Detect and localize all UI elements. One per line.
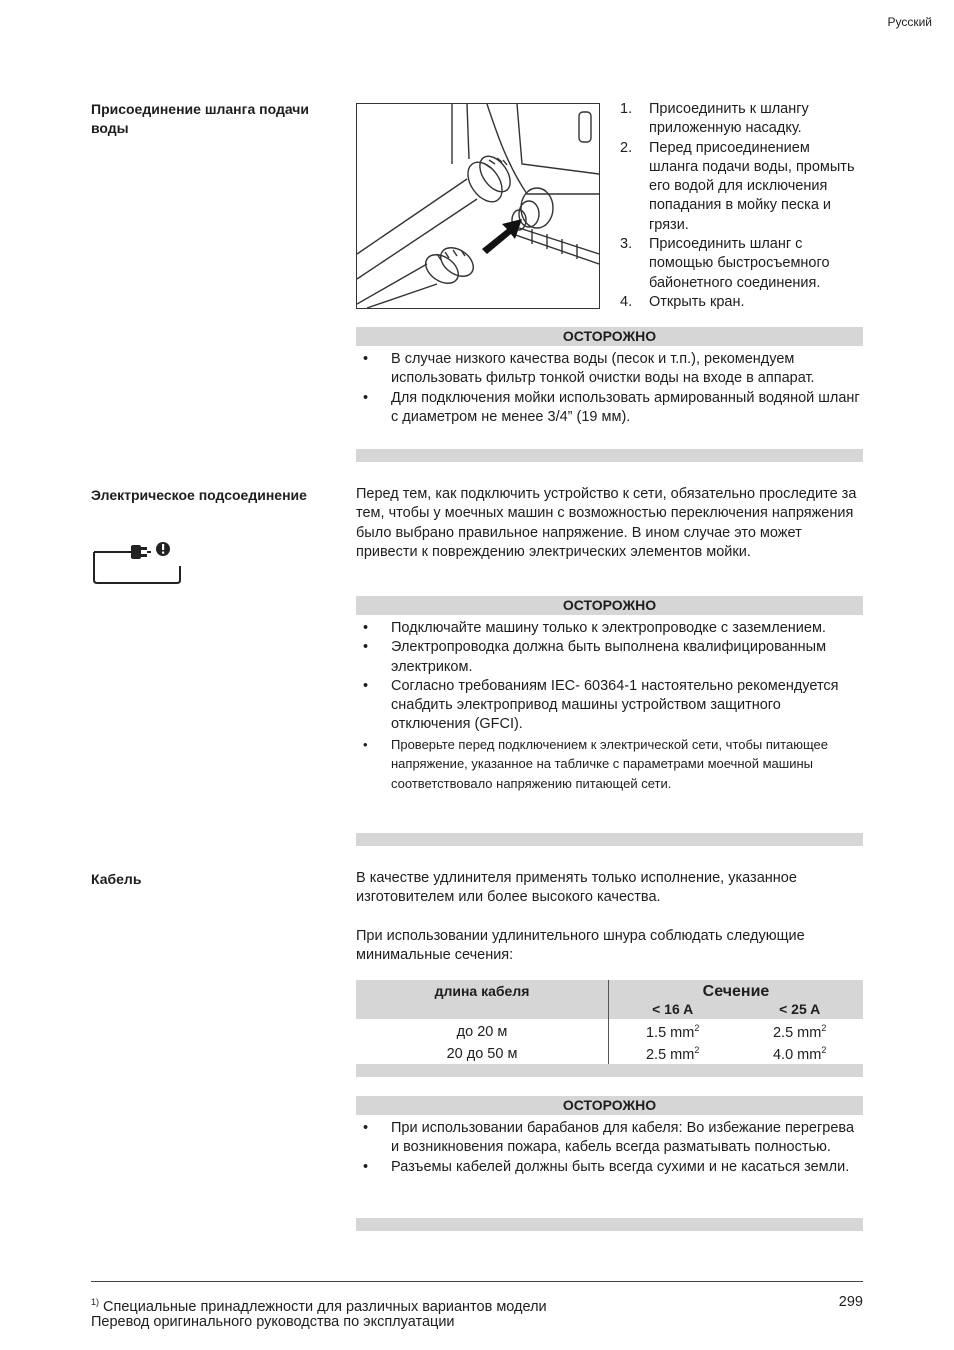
warning-item: • Проверьте перед подключением к электрической сети, чтобы питающее напряжение, указанное на табличке с параметрами моечной машины соответствовало напряжению питающей сети. (356, 735, 863, 793)
warning-footer-bar (356, 1218, 863, 1231)
page-number: 299 (838, 1294, 863, 1310)
table-header-section: Сечение (609, 980, 864, 1000)
table-header-length: длина кабеля (356, 980, 609, 1019)
warning-footer-bar (356, 833, 863, 846)
step-item: 2. Перед присоединением шланга подачи воды, промыть его водой для исключения попадания в мойку песка и грязи. (620, 139, 855, 233)
footer-divider (91, 1281, 863, 1282)
footnote: $^{1)}$ Специальные принадлежности для различных вариантов модели (91, 1297, 547, 1315)
warning-footer-bar (356, 449, 863, 462)
warning-item: • Разъемы кабелей должны быть всегда сухими и не касаться земли. (356, 1158, 863, 1177)
warning-item: • Согласно требованиям IEC- 60364-1 настоятельно рекомендуется снабдить электропривод машины устройством защитного отключения (GFCI). (356, 677, 863, 735)
warning-header: ОСТОРОЖНО (356, 327, 863, 346)
warning-item: • При использовании барабанов для кабеля: Во избежание перегрева и возникновения пожара, кабель всегда разматывать полностью. (356, 1119, 863, 1158)
language-label: Русский (887, 15, 932, 29)
table-footer-bar (356, 1064, 863, 1077)
cable-warning-list (356, 1119, 863, 1177)
table-row: 20 до 50 м 2.5 $mm^2$ 4.0 $mm^2$ (356, 1043, 863, 1065)
hose-connection-illustration (356, 103, 600, 309)
warning-header: ОСТОРОЖНО (356, 1096, 863, 1115)
cable-section-title: Кабель (91, 871, 142, 887)
plug-warning-icon (91, 540, 183, 586)
warning-item: • Для подключения мойки использовать армированный водяной шланг с диаметром не менее 3/4” (19 мм). (356, 389, 863, 428)
step-item: 3. Присоединить шланг с помощью быстросъемного байонетного соединения. (620, 236, 830, 291)
table-row: до 20 м 1.5 $mm^2$ 2.5 $mm^2$ (356, 1019, 863, 1043)
footer-subtitle: Перевод оригинального руководства по эксплуатации (91, 1314, 455, 1330)
warning-item: • Подключайте машину только к электропроводке с заземлением. (356, 619, 863, 638)
hose-connection-drawing (357, 104, 599, 308)
warning-item: • В случае низкого качества воды (песок и т.п.), рекомендуем использовать фильтр тонкой очистки воды на входе в аппарат. (356, 350, 863, 389)
step-item: 1. Присоединить к шлангу приложенную насадку. (620, 101, 809, 137)
cable-paragraph-1: В качестве удлинителя применять только исполнение, указанное изготовителем или более высокого качества. (356, 870, 797, 906)
warning-item: • Электропроводка должна быть выполнена квалифицированным электриком. (356, 638, 863, 677)
electric-intro: Перед тем, как подключить устройство к сети, обязательно проследите за тем, чтобы у моечных машин с возможностью переключения напряжения было выбрано правильное напряжение. В ином случае это может привести к повреждению электрических элементов мойки. (356, 486, 857, 560)
water-section-title: Присоединение шланга подачи воды (91, 101, 310, 136)
electric-section-title: Электрическое подсоединение (91, 487, 307, 503)
warning-header: ОСТОРОЖНО (356, 596, 863, 615)
water-steps-list (620, 100, 860, 312)
table-subheader-16a: < 16 A (609, 1000, 737, 1019)
cable-section-table (356, 980, 863, 1065)
water-warning-list (356, 350, 863, 427)
cable-paragraph-2: При использовании удлинительного шнура соблюдать следующие минимальные сечения: (356, 928, 805, 964)
step-item: 4. Открыть кран. (620, 293, 745, 310)
table-subheader-25a: < 25 A (736, 1000, 863, 1019)
electric-warning-list (356, 619, 863, 793)
